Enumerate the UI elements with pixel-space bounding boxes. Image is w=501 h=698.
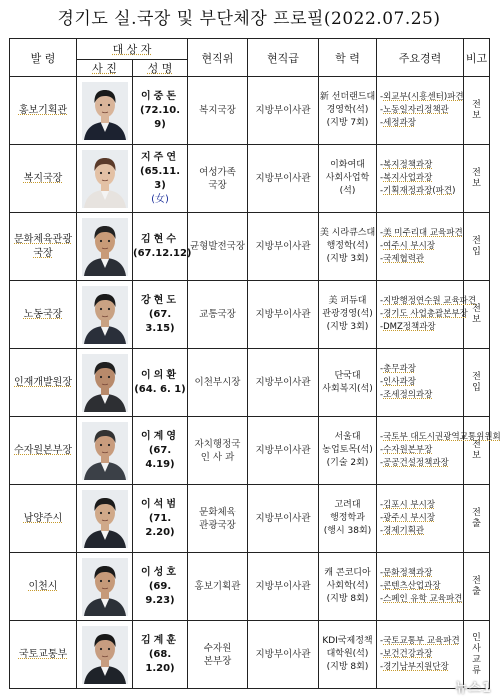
career-cell: -문화정책과장 -콘텐츠산업과장 -스페인 유학 교육파견 (377, 553, 464, 621)
career-item: 국제협력관 (383, 254, 425, 264)
career-item: 국토부 대도시권광역교통위원회 (383, 432, 501, 442)
name-cell (133, 621, 188, 689)
table-row (10, 213, 490, 281)
career-item: 세정과장 (383, 118, 416, 128)
cell-line: 고려대 (334, 500, 361, 510)
career-item: DMZ정책과장 (383, 322, 436, 332)
name-cell (133, 213, 192, 281)
cell-line: 전 출 (472, 575, 481, 597)
portrait-photo (82, 150, 128, 208)
current-grade-cell (248, 77, 319, 145)
current-grade-cell (248, 621, 319, 689)
cell-line: 행정학과 (330, 513, 365, 523)
career-item: 콘텐츠산업과장 (383, 581, 441, 591)
cell-line: 국장 (208, 179, 227, 191)
education-cell (319, 349, 377, 417)
person-name: 이중돈 (141, 90, 179, 102)
cell-line: 균형발전국장 (189, 241, 246, 252)
current-position-cell (188, 281, 248, 349)
cell-line: 복지국장 (199, 105, 236, 116)
birth-date: (72.10. 9) (140, 104, 180, 130)
cell-line: 지방부이사관 (255, 105, 311, 116)
dept-cell (10, 145, 77, 213)
note-cell (464, 485, 490, 553)
dept-cell (10, 621, 77, 689)
career-cell: -지방행정연수원 교육파견 -경기도 사업총괄본부장 -DMZ정책과장 (377, 281, 464, 349)
cell-line: 관광국장 (199, 519, 236, 531)
cell-line: 전 출 (472, 507, 481, 529)
person-name: 이계영 (141, 430, 179, 442)
watermark: 뉴스1 (454, 681, 492, 696)
cell-line: 지방부이사관 (255, 173, 311, 184)
name-cell (133, 417, 188, 485)
cell-line: 경영학(석) (326, 105, 369, 115)
portrait-photo (82, 286, 128, 344)
career-item: 공공건설정책과장 (383, 458, 449, 468)
dept-cell (10, 77, 77, 145)
header-name: 성 명 (133, 60, 188, 77)
career-cell: -복지정책과장 -복지사업과장 -기획재정과장(파견) (377, 145, 464, 213)
cell-line: 이천시 (28, 580, 58, 592)
cell-line: 여성가족 (199, 166, 236, 178)
table-row (10, 485, 490, 553)
cell-line: 노동국장 (23, 308, 63, 320)
career-item: 수자원본부장 (383, 445, 433, 455)
current-grade-cell (248, 213, 319, 281)
birth-date: (65.11. 3) (140, 165, 180, 191)
cell-line: 사회복지(석) (322, 383, 373, 394)
profile-table (9, 38, 501, 689)
education-cell (319, 213, 377, 281)
current-position-cell (188, 349, 248, 417)
cell-line: (기술 2회) (326, 458, 369, 468)
header-career: 주요경력 (377, 39, 464, 77)
name-cell (133, 349, 188, 417)
cell-line: 서울대 (334, 432, 361, 442)
current-position-cell (188, 417, 248, 485)
career-item: 국토교통부 교육파견 (383, 636, 460, 646)
career-item: 여주시 부시장 (383, 241, 436, 251)
photo-cell (77, 621, 133, 689)
career-item: 경기도 사업총괄본부장 (383, 309, 468, 319)
cell-line: 수자원 (203, 642, 232, 654)
portrait-photo (82, 490, 128, 548)
cell-line: 자치행정국 (194, 438, 241, 450)
cell-line: 전 보 (472, 303, 481, 325)
cell-line: (지방 8회) (326, 662, 369, 672)
person-name: 이의환 (141, 369, 179, 381)
education-cell (319, 77, 377, 145)
cell-line: 이화여대 (330, 160, 365, 170)
note-cell (464, 213, 490, 281)
note-cell (464, 553, 490, 621)
birth-date: (69. 9.23) (145, 580, 175, 606)
birth-date: (71. 2.20) (145, 512, 175, 538)
dept-cell (10, 281, 77, 349)
cell-line: 지방부이사관 (255, 445, 311, 456)
education-cell (319, 485, 377, 553)
cell-line: 전 입 (472, 371, 481, 393)
education-cell (319, 281, 377, 349)
person-name: 김계훈 (141, 634, 179, 646)
dept-cell (10, 349, 77, 417)
cell-line: 수자원본부장 (14, 444, 72, 456)
header-note: 비고 (464, 39, 490, 77)
note-cell (464, 145, 490, 213)
career-cell: -국토부 대도시권광역교통위원회 -수자원본부장 -공공건설정책과장 (377, 417, 464, 485)
cell-line: 단국대 (334, 370, 361, 381)
cell-line: 교통국장 (199, 309, 236, 320)
cell-line: 전 보 (472, 439, 481, 461)
table-row (10, 621, 490, 689)
person-name: 이석범 (141, 498, 179, 510)
current-grade-cell (248, 485, 319, 553)
cell-line: 문화체육관광국장 (14, 233, 72, 259)
cell-line: KDI국제정책 (322, 636, 373, 646)
birth-date: (67.12.12) (133, 247, 192, 259)
education-cell (319, 553, 377, 621)
cell-line: 홍보기획관 (194, 581, 241, 592)
current-position-cell (188, 621, 248, 689)
note-cell (464, 417, 490, 485)
cell-line: 지방부이사관 (255, 309, 311, 320)
cell-line: 美 시라큐스대 (319, 228, 376, 238)
career-item: 인사과장 (383, 377, 416, 387)
career-item: 복지사업과장 (383, 173, 433, 183)
person-name: 김현수 (141, 233, 179, 245)
photo-cell (77, 213, 133, 281)
career-cell: -美 미주리대 교육파견 -여주시 부시장 -국제협력관 (377, 213, 464, 281)
cell-line: 국토교통부 (18, 648, 68, 660)
cell-line: 지방부이사관 (255, 377, 311, 388)
career-item: 보건건강과장 (383, 649, 433, 659)
table-row (10, 77, 490, 145)
gender-mark: (女) (151, 193, 169, 205)
career-item: 광주시 부시장 (383, 513, 436, 523)
portrait-photo (82, 558, 128, 616)
table-row (10, 417, 490, 485)
cell-line: 복지국장 (23, 172, 63, 184)
career-item: 노동일자리정책관 (383, 105, 449, 115)
header-current-grade: 현직급 (248, 39, 319, 77)
career-item: 경제기획관 (383, 526, 425, 536)
name-cell (133, 145, 188, 213)
career-item: 문화정책과장 (383, 568, 433, 578)
table-row (10, 281, 490, 349)
cell-line: 사회학(석) (326, 581, 369, 591)
dept-cell (10, 553, 77, 621)
dept-cell (10, 417, 77, 485)
birth-date: (64. 6. 1) (134, 383, 186, 395)
portrait-photo (82, 82, 128, 140)
cell-line: 캐 콘코디아 (324, 568, 371, 578)
cell-line: 인 사 과 (200, 451, 235, 463)
cell-line: (지방 3회) (326, 322, 369, 332)
career-item: 기획재정과장(파견) (383, 186, 456, 196)
photo-cell (77, 77, 133, 145)
education-cell (319, 145, 377, 213)
education-cell (319, 621, 377, 689)
career-cell: -국토교통부 교육파견 -보건건강과장 -경기남부지원단장 (377, 621, 464, 689)
career-item: 복지정책과장 (383, 160, 433, 170)
portrait-photo (82, 354, 128, 412)
cell-line: 남양주시 (23, 512, 63, 524)
photo-cell (77, 553, 133, 621)
name-cell (133, 77, 188, 145)
career-cell: -김포시 부시장 -광주시 부시장 -경제기획관 (377, 485, 464, 553)
cell-line: 전 입 (472, 235, 481, 257)
header-target: 대 상 자 (77, 39, 188, 60)
photo-cell (77, 485, 133, 553)
cell-line: (행시 38회) (323, 526, 372, 536)
career-item: 경기남부지원단장 (383, 662, 449, 672)
cell-line: 인재개발원장 (14, 376, 72, 388)
career-cell: -외교부(시흥센터)파견 -노동일자리정책관 -세정과장 (377, 77, 464, 145)
career-item: 외교부(시흥센터)파견 (383, 92, 464, 102)
cell-line: 행정학(석) (326, 241, 369, 251)
cell-line: (지방 8회) (326, 594, 369, 604)
name-cell (133, 553, 188, 621)
table-row (10, 145, 490, 213)
table-row (10, 553, 490, 621)
cell-line: 문화체육 (199, 506, 236, 518)
career-item: 지방행정연수원 교육파견 (383, 296, 477, 306)
birth-date: (67. 4.19) (145, 444, 175, 470)
note-cell (464, 77, 490, 145)
dept-cell (10, 213, 77, 281)
current-position-cell (188, 145, 248, 213)
cell-line: 지방부이사관 (255, 581, 311, 592)
cell-line: 사회사업학(석) (325, 173, 370, 196)
cell-line: 대학원(석) (326, 649, 369, 659)
person-name: 지주연 (141, 151, 179, 163)
portrait-photo (82, 218, 128, 276)
page-title: 경기도 실.국장 및 부단체장 프로필(2022.07.25) (57, 9, 441, 29)
education-cell (319, 417, 377, 485)
current-grade-cell (248, 553, 319, 621)
person-name: 강현도 (141, 294, 179, 306)
career-item: 총무과장 (383, 364, 416, 374)
career-item: 美 미주리대 교육파견 (383, 228, 463, 238)
header-dept: 발 령 (10, 39, 77, 77)
current-position-cell (188, 485, 248, 553)
cell-line: 전 보 (472, 167, 481, 189)
cell-line: 농업토목(석) (322, 445, 373, 455)
dept-cell (10, 485, 77, 553)
career-item: 김포시 부시장 (383, 500, 436, 510)
current-position-cell (188, 77, 248, 145)
header-current-position: 현직위 (188, 39, 248, 77)
cell-line: 본부장 (203, 655, 232, 667)
photo-cell (77, 281, 133, 349)
note-cell (464, 349, 490, 417)
cell-line: 홍보기획관 (18, 104, 68, 116)
career-cell: -총무과장 -인사과장 -조세정의과장 (377, 349, 464, 417)
birth-date: (67. 3.15) (145, 308, 175, 334)
current-position-cell (188, 553, 248, 621)
portrait-photo (82, 422, 128, 480)
cell-line: 美 퍼듀대 (328, 296, 367, 306)
cell-line: 新 선더랜드대 (319, 92, 376, 102)
current-position-cell (188, 213, 248, 281)
cell-line: 관광경영(석) (322, 309, 373, 319)
photo-cell (77, 145, 133, 213)
cell-line: 지방부이사관 (255, 649, 311, 660)
photo-cell (77, 349, 133, 417)
cell-line: 지방부이사관 (255, 241, 311, 252)
header-photo: 사 진 (77, 60, 133, 77)
cell-line: (지방 3회) (326, 254, 369, 264)
cell-line: 이천부시장 (194, 377, 241, 388)
cell-line: 지방부이사관 (255, 513, 311, 524)
career-item: 조세정의과장 (383, 390, 433, 400)
cell-line: (지방 7회) (326, 118, 369, 128)
career-item: 스페인 유학 교육파견 (383, 594, 463, 604)
name-cell (133, 485, 188, 553)
header-education: 학 력 (319, 39, 377, 77)
cell-line: 인 사 교 류 (472, 632, 481, 676)
table-row (10, 349, 490, 417)
current-grade-cell (248, 349, 319, 417)
cell-line: 전 보 (472, 99, 481, 121)
photo-cell (77, 417, 133, 485)
current-grade-cell (248, 281, 319, 349)
person-name: 이성호 (141, 566, 179, 578)
current-grade-cell (248, 145, 319, 213)
birth-date: (68. 1.20) (145, 648, 175, 674)
current-grade-cell (248, 417, 319, 485)
portrait-photo (82, 626, 128, 684)
name-cell (133, 281, 188, 349)
